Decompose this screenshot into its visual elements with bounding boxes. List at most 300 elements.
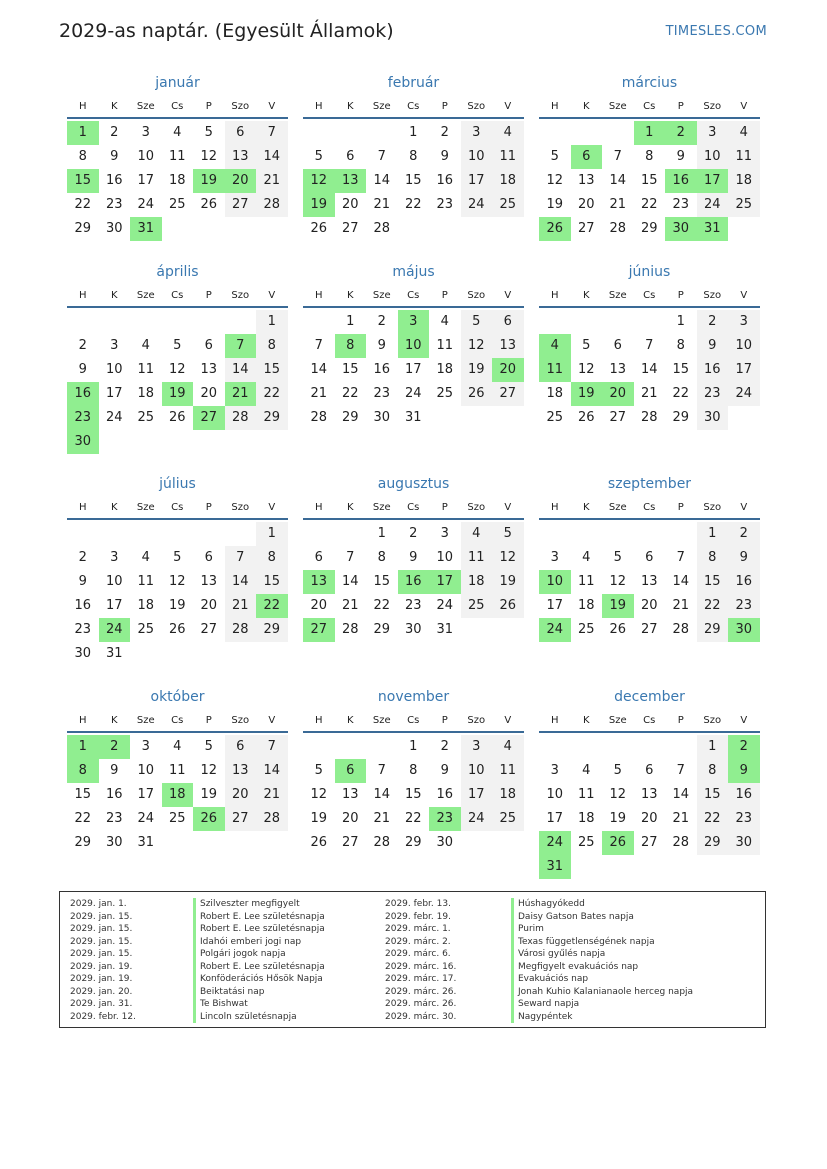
- day-cell: 23: [672, 197, 690, 212]
- empty-day: [193, 522, 225, 546]
- month-calendar: [67, 474, 288, 666]
- holiday-date: 2029. jan. 15.: [70, 949, 133, 959]
- holiday-day: 17: [697, 169, 729, 193]
- empty-day: [571, 855, 603, 879]
- day-cell: 11: [168, 763, 186, 778]
- weekday-header: [539, 97, 760, 119]
- weekday-label: P: [677, 715, 684, 726]
- day-cell: 2: [728, 522, 760, 546]
- holiday-name: Te Bishwat: [193, 998, 325, 1011]
- holiday-name: Polgári jogok napja: [193, 948, 325, 961]
- empty-day: [130, 310, 162, 334]
- day-cell: 20: [577, 197, 595, 212]
- month-name: április: [156, 264, 199, 280]
- holiday-day: 26: [539, 217, 571, 241]
- weekday-label: Sze: [372, 502, 391, 513]
- empty-day: [665, 735, 697, 759]
- day-cell: 23: [373, 386, 391, 401]
- day-cell: 29: [341, 410, 359, 425]
- day-cell: 4: [440, 314, 449, 329]
- holiday-day: 31: [539, 855, 571, 879]
- weekday-label: Sze: [608, 502, 627, 513]
- holiday-date: 2029. jan. 1.: [70, 899, 127, 909]
- day-cell: 22: [404, 197, 422, 212]
- week-row: [303, 618, 524, 642]
- day-cell: 20: [310, 598, 328, 613]
- holiday-date: 2029. márc. 6.: [385, 949, 451, 959]
- holiday-date: 2029. jan. 31.: [70, 999, 133, 1009]
- holiday-date: 2029. febr. 13.: [385, 899, 451, 909]
- holiday-day: 20: [492, 358, 524, 382]
- day-cell: 1: [377, 526, 386, 541]
- day-cell: 16: [74, 598, 92, 613]
- weekday-header: [67, 498, 288, 520]
- day-cell: 25: [137, 410, 155, 425]
- day-cell: 11: [137, 574, 155, 589]
- week-row: [67, 759, 288, 783]
- month-name: március: [621, 75, 678, 91]
- weekday-label: Szo: [467, 290, 486, 301]
- day-cell: 10: [105, 362, 123, 377]
- day-cell: 13: [492, 334, 524, 358]
- holiday-day: 4: [539, 334, 571, 358]
- day-cell: 20: [200, 598, 218, 613]
- week-row: [539, 310, 760, 334]
- empty-day: [99, 430, 131, 454]
- holiday-date: 2029. márc. 30.: [385, 1011, 457, 1022]
- weekday-label: H: [78, 715, 87, 726]
- weekday-label: K: [346, 715, 354, 726]
- weekday-label: Sze: [608, 715, 627, 726]
- holiday-name: Konföderációs Hősök Napja: [193, 973, 325, 986]
- holiday-day: 24: [99, 618, 131, 642]
- day-cell: 4: [173, 125, 182, 140]
- week-row: [67, 783, 288, 807]
- week-row: [67, 430, 288, 454]
- weekday-label: P: [205, 101, 212, 112]
- day-cell: 15: [256, 358, 288, 382]
- month-name: január: [155, 75, 200, 91]
- empty-day: [67, 310, 99, 334]
- day-cell: 25: [168, 197, 186, 212]
- weekday-header: [539, 711, 760, 733]
- holiday-day: 8: [67, 759, 99, 783]
- day-cell: 2: [78, 550, 87, 565]
- site-link[interactable]: TIMESLES.COM: [665, 24, 767, 39]
- day-cell: 20: [640, 811, 658, 826]
- holiday-day: 21: [225, 382, 257, 406]
- page-title: 2029-as naptár. (Egyesült Államok): [59, 20, 394, 42]
- day-cell: 10: [697, 145, 729, 169]
- day-cell: 29: [74, 835, 92, 850]
- weekday-label: H: [78, 101, 87, 112]
- day-cell: 27: [640, 835, 658, 850]
- day-cell: 13: [609, 362, 627, 377]
- day-cell: 9: [676, 149, 685, 164]
- day-cell: 22: [404, 811, 422, 826]
- day-cell: 26: [577, 410, 595, 425]
- holiday-name: Beiktatási nap: [193, 986, 325, 999]
- empty-day: [665, 855, 697, 879]
- holiday-day: 3: [398, 310, 430, 334]
- empty-day: [225, 522, 257, 546]
- weekday-label: Sze: [136, 715, 155, 726]
- day-cell: 5: [204, 125, 213, 140]
- week-row: [67, 358, 288, 382]
- month-name: július: [159, 476, 196, 492]
- weekday-label: H: [314, 715, 323, 726]
- day-cell: 30: [105, 221, 123, 236]
- empty-day: [571, 310, 603, 334]
- week-row: [303, 807, 524, 831]
- day-cell: 3: [110, 338, 119, 353]
- weekday-label: Szo: [231, 715, 250, 726]
- day-cell: 28: [373, 835, 391, 850]
- day-cell: 24: [137, 197, 155, 212]
- weekday-label: H: [550, 290, 559, 301]
- day-cell: 5: [492, 522, 524, 546]
- week-row: [303, 217, 524, 241]
- day-cell: 3: [550, 763, 559, 778]
- empty-day: [697, 855, 729, 879]
- day-cell: 5: [204, 739, 213, 754]
- holiday-name: Purim: [511, 923, 693, 936]
- weekday-label: Sze: [608, 290, 627, 301]
- day-cell: 8: [676, 338, 685, 353]
- holiday-day: 22: [256, 594, 288, 618]
- day-cell: 9: [409, 550, 418, 565]
- week-row: [539, 406, 760, 430]
- day-cell: 6: [204, 338, 213, 353]
- day-cell: 11: [461, 546, 493, 570]
- empty-day: [335, 522, 367, 546]
- week-row: [303, 570, 524, 594]
- month-calendar: [67, 73, 288, 241]
- month-name: február: [387, 75, 440, 91]
- day-cell: 18: [728, 169, 760, 193]
- holiday-day: 13: [303, 570, 335, 594]
- weekday-header: [539, 498, 760, 520]
- day-cell: 15: [404, 787, 422, 802]
- empty-day: [335, 121, 367, 145]
- day-cell: 5: [173, 550, 182, 565]
- day-cell: 16: [728, 783, 760, 807]
- week-row: [67, 169, 288, 193]
- holiday-day: 20: [225, 169, 257, 193]
- holiday-day: 2: [728, 735, 760, 759]
- day-cell: 3: [461, 735, 493, 759]
- week-row: [303, 546, 524, 570]
- holiday-day: 9: [728, 759, 760, 783]
- holiday-dates-left: [70, 898, 136, 1023]
- day-cell: 13: [200, 362, 218, 377]
- weekday-label: V: [740, 101, 748, 112]
- day-cell: 5: [314, 763, 323, 778]
- holiday-day: 13: [335, 169, 367, 193]
- day-cell: 23: [105, 197, 123, 212]
- day-cell: 9: [110, 149, 119, 164]
- day-cell: 28: [225, 618, 257, 642]
- day-cell: 24: [728, 382, 760, 406]
- week-row: [303, 334, 524, 358]
- weekday-header: [67, 97, 288, 119]
- day-cell: 21: [672, 811, 690, 826]
- empty-day: [461, 618, 493, 642]
- day-cell: 25: [492, 807, 524, 831]
- weekday-header: [303, 711, 524, 733]
- week-row: [303, 193, 524, 217]
- week-row: [67, 618, 288, 642]
- holiday-date: 2029. márc. 26.: [385, 999, 457, 1009]
- empty-day: [303, 121, 335, 145]
- weekday-label: P: [441, 101, 448, 112]
- empty-day: [162, 430, 194, 454]
- day-cell: 21: [672, 598, 690, 613]
- day-cell: 13: [640, 787, 658, 802]
- weekday-label: Cs: [407, 502, 420, 513]
- day-cell: 21: [341, 598, 359, 613]
- day-cell: 12: [168, 362, 186, 377]
- weekday-label: Cs: [407, 715, 420, 726]
- week-row: [67, 522, 288, 546]
- day-cell: 21: [310, 386, 328, 401]
- holiday-date: 2029. márc. 2.: [385, 936, 451, 947]
- weekday-label: P: [205, 715, 212, 726]
- day-cell: 10: [461, 759, 493, 783]
- day-cell: 22: [74, 811, 92, 826]
- day-cell: 27: [225, 193, 257, 217]
- holiday-day: 1: [67, 735, 99, 759]
- holiday-day: 31: [697, 217, 729, 241]
- day-cell: 7: [225, 546, 257, 570]
- day-cell: 6: [645, 763, 654, 778]
- day-cell: 31: [404, 410, 422, 425]
- day-cell: 16: [697, 358, 729, 382]
- weekday-label: P: [677, 101, 684, 112]
- day-cell: 14: [341, 574, 359, 589]
- empty-day: [728, 406, 760, 430]
- day-cell: 10: [546, 787, 564, 802]
- month-calendar: [539, 474, 760, 642]
- day-cell: 29: [74, 221, 92, 236]
- week-row: [303, 382, 524, 406]
- day-cell: 31: [436, 622, 454, 637]
- day-cell: 28: [310, 410, 328, 425]
- day-cell: 19: [310, 811, 328, 826]
- day-cell: 14: [672, 574, 690, 589]
- day-cell: 12: [546, 173, 564, 188]
- empty-day: [492, 217, 524, 241]
- day-cell: 2: [78, 338, 87, 353]
- day-cell: 29: [404, 835, 422, 850]
- weekday-header: [67, 286, 288, 308]
- day-cell: 13: [640, 574, 658, 589]
- holiday-name: Nagypéntek: [511, 1011, 693, 1024]
- weekday-label: K: [110, 101, 118, 112]
- weekday-label: K: [346, 290, 354, 301]
- holiday-name: Seward napja: [511, 998, 693, 1011]
- day-cell: 8: [645, 149, 654, 164]
- week-row: [67, 382, 288, 406]
- weekday-label: Cs: [643, 101, 656, 112]
- month-calendar: [303, 687, 524, 855]
- day-cell: 16: [105, 787, 123, 802]
- week-row: [539, 522, 760, 546]
- empty-day: [225, 430, 257, 454]
- empty-day: [492, 831, 524, 855]
- day-cell: 7: [676, 763, 685, 778]
- weekday-label: V: [740, 290, 748, 301]
- weekday-label: Cs: [407, 101, 420, 112]
- day-cell: 9: [110, 763, 119, 778]
- week-row: [67, 570, 288, 594]
- empty-day: [539, 121, 571, 145]
- day-cell: 15: [341, 362, 359, 377]
- day-cell: 11: [436, 338, 454, 353]
- holiday-name: Robert E. Lee születésnapja: [193, 923, 325, 936]
- day-cell: 9: [728, 546, 760, 570]
- holiday-day: 26: [193, 807, 225, 831]
- day-cell: 1: [256, 522, 288, 546]
- day-cell: 14: [256, 145, 288, 169]
- day-cell: 27: [640, 622, 658, 637]
- day-cell: 17: [728, 358, 760, 382]
- day-cell: 4: [141, 338, 150, 353]
- empty-day: [571, 735, 603, 759]
- day-cell: 11: [168, 149, 186, 164]
- day-cell: 15: [74, 787, 92, 802]
- day-cell: 3: [141, 739, 150, 754]
- weekday-label: H: [314, 101, 323, 112]
- day-cell: 27: [609, 410, 627, 425]
- day-cell: 4: [582, 763, 591, 778]
- weekday-label: H: [550, 502, 559, 513]
- day-cell: 28: [225, 406, 257, 430]
- day-cell: 25: [168, 811, 186, 826]
- day-cell: 22: [256, 382, 288, 406]
- month-name: december: [614, 689, 685, 705]
- day-cell: 18: [461, 570, 493, 594]
- day-cell: 28: [256, 193, 288, 217]
- day-cell: 17: [461, 783, 493, 807]
- week-row: [539, 594, 760, 618]
- weekday-label: Szo: [231, 101, 250, 112]
- day-cell: 1: [697, 735, 729, 759]
- day-cell: 20: [225, 783, 257, 807]
- empty-day: [602, 121, 634, 145]
- day-cell: 1: [256, 310, 288, 334]
- empty-day: [634, 310, 666, 334]
- weekday-label: P: [677, 502, 684, 513]
- weekday-label: K: [582, 101, 590, 112]
- day-cell: 2: [110, 125, 119, 140]
- day-cell: 3: [110, 550, 119, 565]
- holiday-day: 10: [398, 334, 430, 358]
- day-cell: 9: [697, 334, 729, 358]
- holiday-day: 27: [303, 618, 335, 642]
- day-cell: 31: [137, 835, 155, 850]
- day-cell: 14: [373, 787, 391, 802]
- weekday-label: Szo: [703, 101, 722, 112]
- day-cell: 12: [310, 787, 328, 802]
- weekday-label: H: [78, 290, 87, 301]
- week-row: [539, 217, 760, 241]
- day-cell: 2: [409, 526, 418, 541]
- day-cell: 7: [256, 121, 288, 145]
- day-cell: 9: [78, 574, 87, 589]
- day-cell: 7: [645, 338, 654, 353]
- weekday-label: Szo: [467, 101, 486, 112]
- empty-day: [602, 310, 634, 334]
- day-cell: 14: [225, 358, 257, 382]
- empty-day: [571, 522, 603, 546]
- day-cell: 5: [582, 338, 591, 353]
- weekday-label: H: [314, 290, 323, 301]
- holiday-date: 2029. jan. 19.: [70, 961, 133, 972]
- week-row: [539, 570, 760, 594]
- empty-day: [634, 522, 666, 546]
- empty-day: [256, 430, 288, 454]
- day-cell: 31: [105, 646, 123, 661]
- day-cell: 10: [105, 574, 123, 589]
- day-cell: 4: [173, 739, 182, 754]
- day-cell: 29: [697, 831, 729, 855]
- day-cell: 6: [225, 735, 257, 759]
- empty-day: [162, 217, 194, 241]
- day-cell: 28: [640, 410, 658, 425]
- month-calendar: [539, 262, 760, 430]
- weekday-label: Szo: [231, 290, 250, 301]
- day-cell: 19: [168, 598, 186, 613]
- weekday-label: Cs: [171, 502, 184, 513]
- day-cell: 7: [314, 338, 323, 353]
- day-cell: 30: [105, 835, 123, 850]
- week-row: [303, 594, 524, 618]
- day-cell: 1: [697, 522, 729, 546]
- month-calendar: [303, 474, 524, 642]
- day-cell: 21: [373, 197, 391, 212]
- month-name: augusztus: [377, 476, 450, 492]
- empty-day: [634, 735, 666, 759]
- empty-day: [130, 430, 162, 454]
- empty-day: [225, 217, 257, 241]
- week-row: [303, 759, 524, 783]
- day-cell: 12: [200, 763, 218, 778]
- day-cell: 25: [137, 622, 155, 637]
- weekday-label: Sze: [372, 101, 391, 112]
- day-cell: 22: [697, 594, 729, 618]
- month-name: június: [628, 264, 671, 280]
- holiday-name: Daisy Gatson Bates napja: [511, 911, 693, 924]
- week-row: [67, 594, 288, 618]
- weekday-label: P: [205, 502, 212, 513]
- empty-day: [429, 217, 461, 241]
- day-cell: 10: [728, 334, 760, 358]
- weekday-label: K: [110, 715, 118, 726]
- empty-day: [665, 522, 697, 546]
- empty-day: [602, 735, 634, 759]
- weekday-label: Szo: [703, 715, 722, 726]
- empty-day: [225, 642, 257, 666]
- day-cell: 26: [492, 594, 524, 618]
- day-cell: 15: [697, 783, 729, 807]
- day-cell: 11: [728, 145, 760, 169]
- day-cell: 9: [377, 338, 386, 353]
- day-cell: 26: [310, 835, 328, 850]
- weekday-label: Cs: [171, 715, 184, 726]
- day-cell: 7: [256, 735, 288, 759]
- day-cell: 7: [613, 149, 622, 164]
